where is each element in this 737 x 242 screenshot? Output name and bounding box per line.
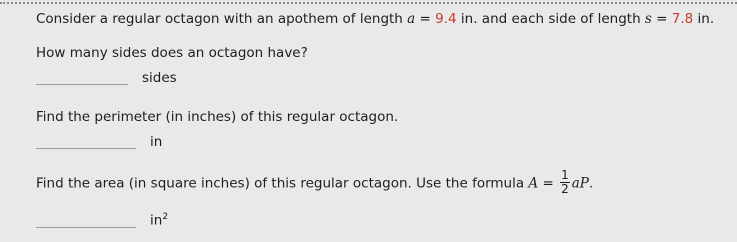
formula-lhs: A [528,175,539,192]
equals-1: = [415,11,436,27]
question-area [36,170,593,197]
area-unit-base: in [150,212,163,229]
perimeter-answer-field[interactable] [36,148,136,149]
question-sides: How many sides does an octagon have? [36,45,308,61]
formula-end: . [588,175,594,192]
formula-fraction [560,169,570,196]
problem-statement [36,10,714,28]
area-unit-label [150,212,168,229]
apothem-value: 9.4 [435,11,457,27]
side-variable: s [644,11,652,27]
problem-suffix: in. [693,11,715,27]
area-answer-field[interactable] [36,227,136,228]
equals-2: = [651,11,672,27]
area-question-text: Find the area (in square inches) of this regular octagon. Use the formula [36,175,529,192]
side-value: 7.8 [671,11,694,27]
sides-answer-field[interactable] [36,84,128,85]
question-perimeter: Find the perimeter (in inches) of this regular octagon. [36,109,399,125]
answer-row-perimeter [36,134,162,150]
fraction-denominator: 2 [561,182,569,196]
answer-row-area [36,212,168,229]
formula-rhs: aP [571,175,589,192]
problem-mid: in. and each side of length [456,11,645,27]
apothem-variable: a [407,11,416,27]
problem-prefix: Consider a regular octagon with an apothem of length [36,11,408,27]
fraction-numerator: 1 [561,168,569,182]
sides-unit-label: sides [142,70,177,86]
area-unit-exponent: 2 [162,212,169,222]
formula-equals: = [538,175,559,192]
top-dotted-border [0,2,737,4]
answer-row-sides [36,70,177,86]
perimeter-unit-label: in [150,134,163,150]
